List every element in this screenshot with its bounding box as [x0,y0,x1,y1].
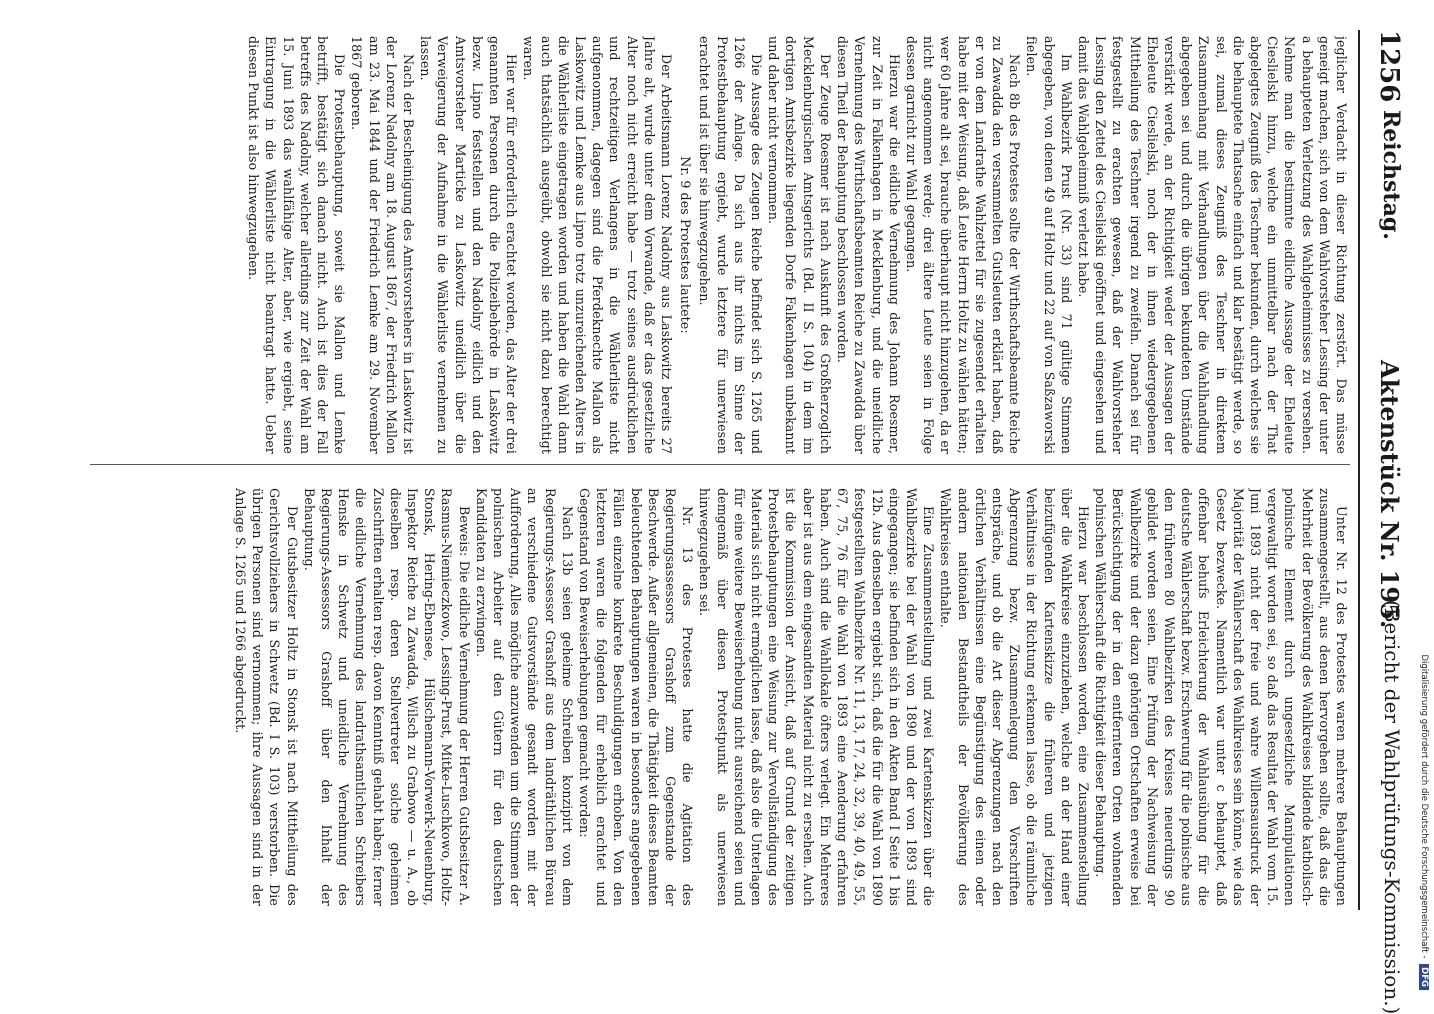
paragraph: Der Gutsbesitzer Holtz in Stonsk ist nach Mittheilung des Gerichtsvollziehers in Schwetz (Bd. I S. 103) verstorben. Die übrigen Personen sind vernommen; ihre Aussagen sind in der Anlage S. 1265 und 1266 abgedruckt. [233,488,300,906]
paragraph: Nach der Bescheinigung des Amtsvorstehers in Laskowitz ist der Lorenz Nadolny am 18. August 1867, der Friedrich Mallon am 23. Mai 1844 und der Friedrich Lemke am 29. November 1867 geboren. [349,36,417,454]
paragraph: Nr. 13 des Protestes hatte die Agitation des Regierungsassessors Grashoff zum Gegenstande der Beschwerde. Außer allgemeinen, die Thätigkeit dieses Beamten beleuchtenden Behauptungen waren in besonders angegebenen Fällen einzelne konkrete Beschuldigungen erhoben. Von den letzteren waren die folgenden für erheblich erachtet und Gegenstand von Beweiserhebungen gemacht worden: [577,488,696,906]
header-rule [1358,30,1360,910]
paragraph: Im Wahlbezirk Prust (Nr. 33) sind 71 gültige Stimmen abgegeben, von denen 49 auf Holtz und 22 auf von Saßzaworski fielen. [1024,36,1074,454]
header-center: Aktenstück Nr. 195. [1375,360,1404,629]
paragraph: Hierzu war die eidliche Vernehmung des Johann Roesmer, zur Zeit in Falkenhagen in Mecklenburg, und die uneidliche Vernehmung des Wirthschaftsbeamten Reiche zu Zawadda über diesen Theil der Behauptung beschlossen worden. [835,36,902,454]
header-left: Reichstag. [1378,110,1404,240]
paragraph: Eine Zusammenstellung und zwei Kartenskizzen über die Wahlbezirke bei der Wahl von 1890 und der von 1893 sind eingegangen; sie befinden sich in den Akten Band I Seite 1 bis 12b. Aus denselben ergiebt sich, daß die für die Wahl von 1890 festgestellten Wahlbezirke Nr. 11, 13, 17, 24, 32, 39, 40, 49, 55, 67, 75, 76 für die Wahl von 1893 eine Aenderung erfahren haben. Auch sind die Wahllokale öfters verlegt. Ein Mehreres aber ist aus dem eingesandten Material nicht zu ersehen. Auch ist die Kommission der Ansicht, daß auf Grund der zeitigen Protestbehauptungen eine Weisung zur Vervollständigung des Materials sich nicht ermöglichen lasse, daß also die Unterlagen für eine weitere Beweiserhebung nicht ausreichend seien und demgemäß über diesen Protestpunkt als unerwiesen hinwegzugehen sei. [697,488,937,906]
paragraph: Unter Nr. 12 des Protestes waren mehrere Behauptungen zusammengestellt, aus denen hervorgehen sollte, daß das die Mehrheit der Bevölkerung des Wahlkreises bildende katholisch-polnische Element durch ungesetzliche Manipulationen vergewaltigt worden sei, so daß das Resultat der Wahl vom 15. Juni 1893 nicht der freie und wahre Willensausdruck der Majorität der Wählerschaft des Wahlkreises sein könne, wie das Gesetz bezwecke. Namentlich war unter c behauptet, daß offenbar behufs Erleichterung der Wahlausübung für die deutsche Wählerschaft bezw. Erschwerung für die polnische aus den früheren 80 Wahlbezirken des Kreises neuerdings 90 gebildet worden seien. Eine Prüfung der Nachweisung der Wahlbezirke und der dazu gehörigen Ortschaften erweise bei Berücksichtigung der in den entfernteren Orten wohnenden polnischen Wählerschaft die Richtigkeit dieser Behauptung. [1093,488,1349,906]
digitization-note [1416,10,1432,990]
dfg-logo: DFG [1419,964,1429,990]
left-column [90,36,1350,454]
paragraph: jeglicher Verdacht in dieser Richtung zerstört. Das müsse geneigt machen, sich von dem Wahlvorsteher Lessing der unter a behaupteten Verletzung des Wahlgeheimnisses zu versehen. Nehme man die bestimmte eidliche Aussage der Eheleute Cieslielski hinzu, welche ein unmittelbar nach der That abgelegtes Zeugniß des Teschner bekunden, durch welches sie die behauptete Thatsache einfach und klar bestätigt werde, so sei, zumal dieses Zeugniß des Teschner in direktem Zusammenhang mit Verhandlungen über die Wahlhandlung abgegeben sei und durch die übrigen bekundeten Umstände verstärkt werde, an der Richtigkeit weder der Aussagen der Eheleute Cieslielski, noch der in ihnen wiedergegebenen Mittheilung des Teschner irgend zu zweifeln. Danach sei für festgestellt zu erachten gewesen, daß der Wahlvorsteher Lessing den Zettel des Cieslielski geöffnet und eingesehen und damit das Wahlgeheimniß verletzt habe. [1075,36,1349,454]
digitization-text: Digitalisierung gefördert durch die Deutsche Forschungsgemeinschaft - [1419,654,1429,959]
paragraph: Nr. 9 des Protestes lautete: [678,156,694,334]
paragraph: Der Arbeitsmann Lorenz Nadolny aus Laskowitz bereits 27 Jahre alt, wurde unter dem Vorwande, daß er das gesetzliche Alter noch nicht erreicht habe — trotz seines ausdrücklichen und rechtzeitigen Verlangens in die Wählerliste nicht aufgenommen, dagegen sind die Pferdeknechte Mallon als Laskowitz und Lemke aus Lipno trotz unzureichenden Alters in die Wählerliste eingetragen worden und haben die Wahl dann auch thatsächlich ausgeübt, obwohl sie nicht dazu berechtigt waren. [521,36,675,454]
paragraph: Die Aussage des Zeugen Reiche befindet sich S. 1265 und 1266 der Anlage. Da sich aus ihr nichts im Sinne der Protestbehauptung ergiebt, wurde letztere für unerwiesen erachtet und ist über sie hinwegzugehen. [697,36,765,454]
header-right: (Bericht der Wahlprüfungs-Kommission.) [1380,600,1404,1014]
paragraph: Hierzu war beschlossen worden, eine Zusammenstellung über die Wahlkreise einzuziehen, welche an der Hand einer beizufügenden Kartenskizze die früheren und jetzigen Verhältnisse in der Richtung erkennen lasse, ob die räumliche Abgrenzung bezw. Zusammenlegung den Vorschriften entspräche, und ob die Art dieser Abgrenzungen nach den örtlichen Verhältnissen eine Begünstigung des einen oder andern nationalen Bestandtheils der Bevölkerung des Wahlkreises enthalte. [938,488,1091,906]
page-number: 1256 [1374,30,1404,103]
right-column [90,488,1350,906]
paragraph: Die Protestbehauptung, soweit sie Mallon und Lemke betrifft, bestätigt sich danach nicht. Auch ist dies der Fall betreffs des Nadolny, welcher allerdings zur Zeit der Wahl am 15. Juni 1893 das wahlfähige Alter, aber, wie ergiebt, seine Eintragung in die Wählerliste nicht beantragt hatte. Ueber diesen Punkt ist also hinwegzugehen. [246,36,348,454]
page-header [1362,30,1412,1014]
paragraph: Hier war für erforderlich erachtet worden, das Alter der drei genannten Personen durch die Polizeibehörde in Laskowitz bezw. Lipno feststellen und den Nadolny eidlich und den Amtsvorsteher Marticke zu Laskowitz uneidlich über die Verweigerung der Aufnahme in die Wählerliste vernehmen zu lassen. [418,36,520,454]
column-divider [90,464,1350,465]
paragraph: Nach 8b des Protestes sollte der Wirthschaftsbeamte Reiche zu Zawadda den versammelten Gutsleuten erklärt haben, daß er von dem Landrathe Wahlzettel für sie zugesendet erhalten habe mit der Weisung, daß Leute Herrn Holtz zu wählen hätten; wer 60 Jahre alt sei, brauche überhaupt nicht hinzugehen, da er nicht angenommen werde; drei ältere Leute seien in Folge dessen garnicht zur Wahl gegangen. [903,36,1023,454]
paragraph: Der Zeuge Roesmer ist nach Auskunft des Großherzoglich Mecklenburgischen Amtsgerichts (Bd. II S. 104) in dem im dortigen Amtsbezirke liegenden Dorfe Falkenhagen unbekannt und daher nicht vernommen. [766,36,833,454]
paragraph: Beweis: Die eidliche Vernehmung der Herren Gutsbesitzer A. Rasmus-Niemieczkowo, Lessing-Prust, Mitke-Luschkowo, Holtz-Stonsk, Hering-Ebensee, Hülschemann-Vorwerk-Neuenburg, Inspektor Reiche zu Zawadda, Wilsch zu Grabowo — u. A., ob dieselben resp. deren Stellvertreter solche geheimen Zuschriften erhalten resp. davon Kenntniß gehabt haben; ferner die eidliche Vernehmung des landrathsamtlichen Schreibers Henske in Schwetz und uneidliche Vernehmung des Regierungs-Assessors Grashoff über den Inhalt der Behauptung. [301,488,472,906]
paragraph: Nach 13b seien geheime Schreiben konzipirt von dem Regierungs-Assessor Grashoff aus dem landräthlichen Büreau an verschiedene Gutsvorstände gesandt worden mit der Aufforderung, Alles mögliche anzuwenden um die Stimmen der polnischen Arbeiter auf den Gütern für den deutschen Kandidaten zu erzwingen. [473,488,575,906]
